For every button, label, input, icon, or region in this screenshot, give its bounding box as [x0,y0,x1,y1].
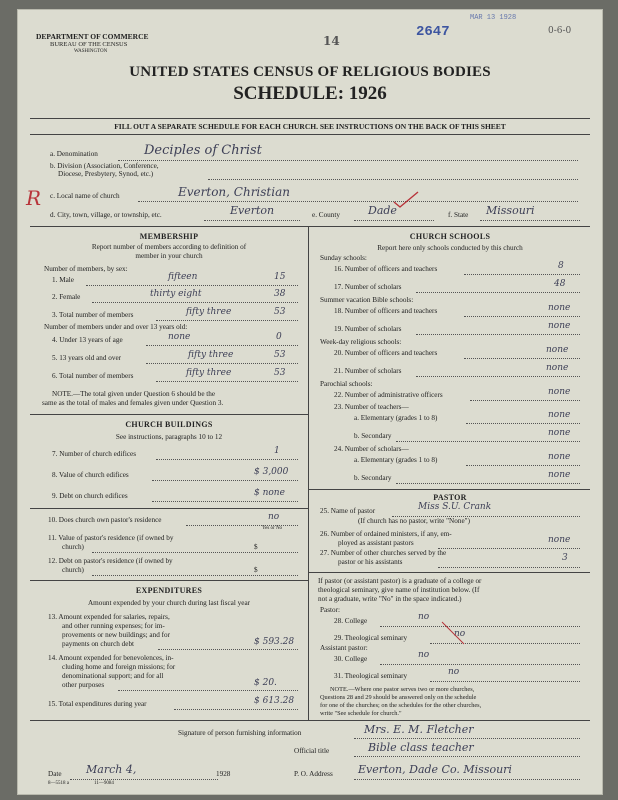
column-divider [308,226,309,720]
state-value: Missouri [486,204,535,217]
total-members-label: 3. Total number of members [52,311,134,319]
official-title-value: Bible class teacher [368,741,474,754]
female-label: 2. Female [52,293,81,301]
pastor-name-label: 25. Name of pastor [320,507,376,515]
total-members-2-label: 6. Total number of members [52,372,134,380]
benevolences-label-2: cluding home and foreign missions; for [62,663,176,671]
admin-officers-value: none [548,387,571,397]
yes-no-hint: Yes or No [262,526,283,531]
over-13-written: fifty three [188,350,234,360]
red-r-mark: R [26,186,42,210]
graduate-note-1: If pastor (or assistant pastor) is a graduate of a college or [318,577,482,585]
county-label: e. County [312,211,340,219]
assistant-sublabel: Assistant pastor: [320,644,368,652]
residence-value-label-2: church) [62,543,84,551]
edifices-count-value: 1 [274,446,280,456]
sunday-schools-label: Sunday schools: [320,254,367,262]
official-title-label: Official title [294,747,330,755]
running-expenses-label-1: 13. Amount expended for salaries, repairs, [48,613,170,621]
po-address-value: Everton, Dade Co. Missouri [358,763,512,776]
form-code-2: 11—9084 [94,781,114,786]
membership-heading: MEMBERSHIP [139,232,199,241]
expenditures-sub: Amount expended by your church during last fiscal year [87,599,251,607]
pastor-sublabel: Pastor: [320,606,340,614]
over-13-label: 5. 13 years old and over [52,354,122,362]
form-code-1: 8—5518 a [48,781,69,786]
corner-code: 0-6-0 [548,26,572,36]
under-13-written: none [168,332,191,342]
running-expenses-label-2: and other running expenses; for im- [62,622,165,630]
residence-value-value: $ [254,543,258,551]
elementary-teachers-label: a. Elementary (grades 1 to 8) [354,414,438,422]
header-rule-top [30,118,590,119]
pastor-note-1: NOTE.—Where one pastor serves two or more churches, [330,686,475,693]
assistant-ministers-label: 26. Number of ordained ministers, if any, em- [320,530,452,538]
benevolences-label-4: other purposes [62,681,105,689]
weekday-teachers-value: none [546,345,569,355]
buildings-sub: See instructions, paragraphs 10 to 12 [115,433,223,441]
pastor-seminary-value: no [454,629,466,639]
red-check-mark [392,190,422,210]
date-year: 1928 [216,770,231,778]
female-written: thirty eight [150,289,202,299]
under-13-count: 0 [276,332,282,342]
other-churches-label: 27. Number of other churches served by the [320,549,447,557]
secondary-teachers-label: b. Secondary [354,432,392,440]
elementary-scholars-value: none [548,452,571,462]
edifices-debt-value: $ none [254,488,285,498]
over-13-count: 53 [274,350,286,360]
assistant-ministers-value: none [548,535,571,545]
weekday-scholars-value: none [546,363,569,373]
pastor-name-value: Miss S.U. Crank [418,502,492,512]
total-members-2-written: fifty three [186,368,232,378]
sunday-scholars-label: 17. Number of scholars [334,283,402,291]
edifices-count-label: 7. Number of church edifices [52,450,137,458]
residence-debt-label: 12. Debt on pastor's residence (if owned by [48,557,173,565]
assistant-seminary-label: 31. Theological seminary [334,672,408,680]
membership-intro-2: member in your church [135,252,203,260]
under-13-label: 4. Under 13 years of age [52,336,123,344]
pastor-college-value: no [418,612,430,622]
city-town-label: d. City, town, village, or township, etc. [50,211,162,219]
pastor-seminary-label: 29. Theological seminary [334,634,408,642]
secondary-scholars-label: b. Secondary [354,474,392,482]
edifices-debt-label: 9. Debt on church edifices [52,492,128,500]
pastor-note-4: write "See schedule for church." [320,710,402,717]
members-age-label: Number of members under and over 13 years old: [44,323,188,331]
date-label: Date [48,770,62,778]
residence-debt-value: $ [254,566,258,574]
pastor-name-note: (If church has no pastor, write "None") [358,517,470,525]
census-schedule-sheet [18,10,602,794]
instruction-line: FILL OUT A SEPARATE SCHEDULE FOR EACH CHURCH. SEE INSTRUCTIONS ON THE BACK OF THIS SHEET [114,122,506,131]
scholars-heading: 24. Number of scholars— [334,445,409,453]
benevolences-label-1: 14. Amount expended for benevolences, in- [48,654,174,662]
male-count: 15 [274,272,286,282]
running-expenses-value: $ 593.28 [254,637,295,647]
elementary-scholars-label: a. Elementary (grades 1 to 8) [354,456,438,464]
sunday-teachers-value: 8 [558,261,564,271]
members-by-sex-label: Number of members, by sex: [44,265,128,273]
county-value: Dade [368,204,397,217]
signature-label: Signature of person furnishing information [178,729,302,737]
edifices-value-value: $ 3,000 [254,467,289,477]
schools-intro: Report here only schools conducted by this church [377,244,523,252]
vacation-scholars-value: none [548,321,571,331]
total-members-written: fifty three [186,307,232,317]
vacation-scholars-label: 19. Number of scholars [334,325,402,333]
benevolences-value: $ 20. [254,678,277,688]
schools-heading: CHURCH SCHOOLS [409,232,491,241]
pastor-note-2: Questions 28 and 29 should be answered only on the schedule [320,694,477,701]
pencil-number: 14 [323,34,340,48]
city-label: WASHINGTON [74,49,108,54]
weekday-teachers-label: 20. Number of officers and teachers [334,349,438,357]
owns-residence-value: no [268,512,280,522]
total-members-count: 53 [274,307,286,317]
vacation-teachers-value: none [548,303,571,313]
assistant-college-label: 30. College [334,655,368,663]
buildings-heading: CHURCH BUILDINGS [125,420,213,429]
assistant-seminary-value: no [448,667,460,677]
membership-note-2: same as the total of males and females given under Question 3. [42,399,224,407]
male-label: 1. Male [52,276,74,284]
header-rule-bottom [30,134,590,135]
form-title: UNITED STATES CENSUS OF RELIGIOUS BODIES [129,64,491,80]
total-expenditures-label: 15. Total expenditures during year [48,700,147,708]
total-expenditures-value: $ 613.28 [254,696,295,706]
bureau-label: BUREAU OF THE CENSUS [50,41,128,48]
other-churches-value: 3 [562,553,568,563]
vacation-teachers-label: 18. Number of officers and teachers [334,307,438,315]
date-value: March 4, [86,763,137,776]
pastor-heading: PASTOR [433,493,467,502]
weekday-scholars-label: 21. Number of scholars [334,367,402,375]
benevolences-label-3: denominational support; and for all [62,672,164,680]
expenditures-heading: EXPENDITURES [135,586,203,595]
running-expenses-label-4: payments on church debt [62,640,135,648]
stamp-number: 2647 [416,24,450,40]
teachers-heading: 23. Number of teachers— [334,403,409,411]
residence-value-label: 11. Value of pastor's residence (if owned by [48,534,174,542]
elementary-teachers-value: none [548,410,571,420]
male-written: fifteen [168,272,198,282]
secondary-scholars-value: none [548,470,571,480]
vacation-schools-label: Summer vacation Bible schools: [320,296,414,304]
admin-officers-label: 22. Number of administrative officers [334,391,443,399]
pastor-note-3: for one of the churches; on the schedules for the other churches, [320,702,482,709]
membership-note-1: NOTE.—The total given under Question 6 should be the [52,390,216,398]
local-name-value: Everton, Christian [178,185,290,199]
other-churches-label-2: pastor or his assistants [338,558,403,566]
parochial-schools-label: Parochial schools: [320,380,373,388]
assistant-ministers-label-2: ployed as assistant pastors [338,539,414,547]
local-name-label: c. Local name of church [50,192,120,200]
weekday-schools-label: Week-day religious schools: [320,338,402,346]
division-label-2: Diocese, Presbytery, Synod, etc.) [58,170,154,178]
total-members-2-count: 53 [274,368,286,378]
edifices-value-label: 8. Value of church edifices [52,471,129,479]
assistant-college-value: no [418,650,430,660]
denomination-label: a. Denomination [50,150,98,158]
state-label: f. State [448,211,469,219]
schedule-title: SCHEDULE: 1926 [233,83,387,104]
po-address-label: P. O. Address [294,770,333,778]
red-strike-mark [438,618,468,648]
running-expenses-label-3: provements or new buildings; and for [62,631,170,639]
denomination-value: Deciples of Christ [144,143,262,158]
sunday-scholars-value: 48 [554,279,566,289]
division-label: b. Division (Association, Conference, [50,162,159,170]
secondary-teachers-value: none [548,428,571,438]
received-date-stamp: MAR 13 1928 [470,14,517,22]
pastor-college-label: 28. College [334,617,368,625]
owns-residence-label: 10. Does church own pastor's residence [48,516,162,524]
graduate-note-3: not a graduate, write "No" in the space indicated.) [318,595,462,603]
dept-label: DEPARTMENT OF COMMERCE [36,32,149,41]
graduate-note-2: theological seminary, give name of institution below. (If [318,586,480,594]
residence-debt-label-2: church) [62,566,84,574]
female-count: 38 [274,289,286,299]
city-town-value: Everton [230,204,275,217]
sunday-teachers-label: 16. Number of officers and teachers [334,265,438,273]
membership-intro-1: Report number of members according to definition of [91,243,247,251]
signature-value: Mrs. E. M. Fletcher [364,723,474,736]
